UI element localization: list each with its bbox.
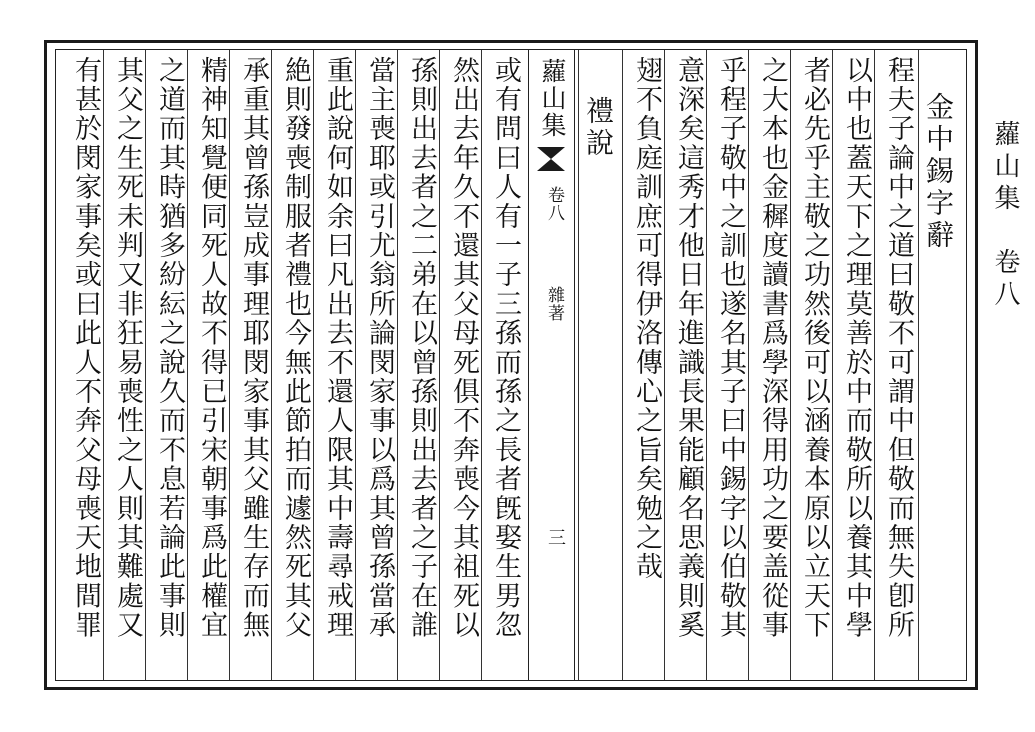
essay-heading-right: 金中錫字辭 (922, 92, 955, 252)
strip-volume: 卷八 (544, 186, 564, 222)
text-column: 乎程子敬中之訓也遂名其子曰中錫字以伯敬其 (715, 56, 746, 640)
strip-page-number: 三 (545, 528, 566, 546)
text-column: 者必先乎主敬之功然後可以涵養本原以立天下 (799, 56, 830, 640)
center-fold-strip (528, 50, 574, 680)
column-rule (622, 50, 623, 680)
text-column: 意深矣這秀才他日年進識長果能顧名思義則奚 (673, 56, 704, 640)
column-rule (271, 50, 272, 680)
text-block (55, 49, 967, 681)
column-rule (664, 50, 665, 680)
strip-section: 雜著 (544, 286, 564, 322)
column-rule (748, 50, 749, 680)
text-column: 精神知覺便同死人故不得已引宋朝事爲此權宜 (196, 56, 227, 640)
text-column: 承重其曾孫豈成事理耶閔家事其父雖生存而無 (238, 56, 269, 640)
text-column: 之道而其時猶多紛紜之說久而不息若論此事則 (154, 56, 185, 640)
text-column: 有甚於閔家事矣或曰此人不奔父母喪天地間罪 (70, 56, 101, 640)
text-column: 其父之生死未判又非狂易喪性之人則其難處又 (112, 56, 143, 640)
text-column: 程夫子論中之道曰敬不可謂中但敬而無失卽所 (883, 56, 914, 640)
text-column: 孫則出去者之二弟在以曾孫則出去者之子在誰 (406, 56, 437, 640)
strip-border-left (528, 50, 529, 680)
column-rule (187, 50, 188, 680)
column-rule (397, 50, 398, 680)
column-rule (874, 50, 875, 680)
essay-heading-left: 禮說 (582, 96, 615, 160)
column-rule (145, 50, 146, 680)
strip-title: 蘿山集 (538, 58, 567, 139)
column-rule (313, 50, 314, 680)
column-rule (103, 50, 104, 680)
column-rule (229, 50, 230, 680)
column-rule (481, 50, 482, 680)
column-rule (832, 50, 833, 680)
text-column: 或有問曰人有一子三孫而孫之長者旣娶生男忽 (490, 56, 521, 640)
strip-border-right (574, 50, 575, 680)
text-column: 絶則發喪制服者禮也今無此節拍而遽然死其父 (280, 56, 311, 640)
column-rule (790, 50, 791, 680)
text-column: 之大本也金穉度讀書爲學深得用功之要盖從事 (757, 56, 788, 640)
column-rule (706, 50, 707, 680)
text-column: 當主喪耶或引尤翁所論閔家事以爲其曾孫當承 (364, 56, 395, 640)
page-frame (44, 40, 978, 690)
column-rule (918, 50, 919, 680)
column-rule (439, 50, 440, 680)
fish-tail-ornament (536, 146, 566, 176)
text-column: 然出去年久不還其父母死俱不奔喪今其祖死以 (448, 56, 479, 640)
column-rule (578, 50, 579, 680)
text-column: 以中也蓋天下之理莫善於中而敬所以養其中學 (841, 56, 872, 640)
text-column: 翅不負庭訓庶可得伊洛傳心之旨矣勉之哉 (631, 56, 662, 582)
running-head: 蘿山集 卷八 (990, 120, 1020, 312)
column-rule (355, 50, 356, 680)
text-column: 重此說何如余曰凡出去不還人限其中壽尋戒理 (322, 56, 353, 640)
